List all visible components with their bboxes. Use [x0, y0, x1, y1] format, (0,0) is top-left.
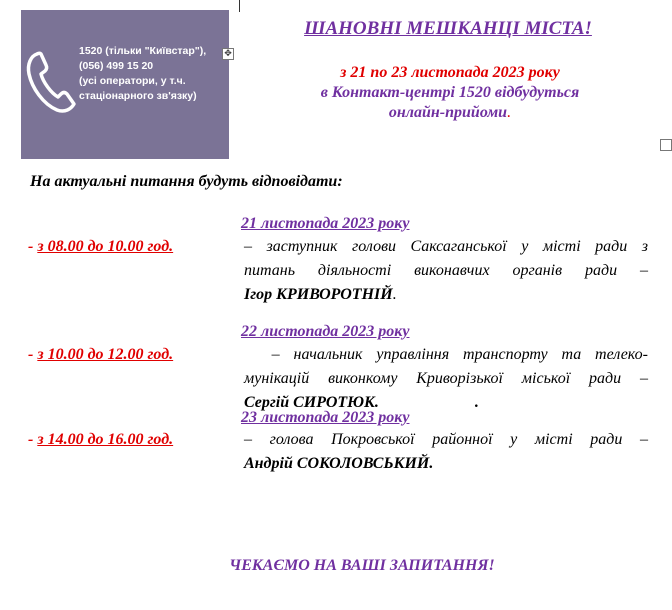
time-range: з 14.00 до 16.00 год. [37, 431, 174, 448]
schedule-time-2 [28, 346, 173, 364]
person-name: Ігор КРИВОРОТНІЙ [244, 286, 393, 303]
desc-line: мунікацій виконкому Криворізької міської ради – [244, 370, 648, 387]
resize-handle-icon[interactable] [660, 139, 672, 151]
schedule-desc-2 [244, 343, 648, 415]
time-prefix: - [28, 431, 38, 448]
announcement [250, 63, 650, 123]
schedule-date-3: 23 листопада 2023 року [241, 409, 410, 426]
time-prefix: - [28, 346, 38, 363]
schedule-time-3 [28, 431, 173, 449]
closing-text: ЧЕКАЄМО НА ВАШІ ЗАПИТАННЯ! [229, 557, 495, 574]
person-name: Сергій СИРОТЮК. [244, 394, 379, 411]
time-range: з 08.00 до 10.00 год. [37, 238, 174, 255]
schedule-date-2: 22 листопада 2023 року [241, 323, 410, 340]
contact-line-2: (056) 499 15 20 [79, 60, 154, 72]
announce-line-3: онлайн-прийоми [388, 104, 508, 121]
schedule-desc-1 [244, 235, 648, 307]
announce-line-1: з 21 по 23 листопада 2023 року [340, 64, 560, 81]
contact-line-3: (усі оператори, у т.ч. [79, 75, 186, 87]
person-name: Андрій СОКОЛОВСЬКИЙ. [244, 455, 434, 472]
contact-line-1: 1520 (тільки "Київстар"), [79, 45, 207, 57]
intro-text: На актуальні питання будуть відповідати: [30, 173, 343, 190]
schedule-desc-3 [244, 428, 648, 476]
contact-line-4: стаціонарного зв'язку) [79, 90, 197, 102]
schedule-date-1: 21 листопада 2023 року [241, 215, 410, 232]
schedule-time-1 [28, 238, 173, 256]
time-range: з 10.00 до 12.00 год. [37, 346, 174, 363]
contact-box [21, 10, 229, 159]
phone-handset-icon [21, 46, 81, 116]
desc-line: – голова Покровської районної у місті ради – [244, 431, 648, 448]
desc-line: – заступник голови Саксаганської у місті ради з [244, 238, 648, 255]
contact-text [79, 44, 229, 104]
person-end: . [392, 286, 397, 303]
announce-line-2: в Контакт-центрі 1520 відбудуться [320, 84, 580, 101]
announce-line-3-end: . [507, 104, 512, 121]
move-handle-icon[interactable]: ✥ [222, 48, 234, 60]
time-prefix: - [28, 238, 38, 255]
page-title: ШАНОВНІ МЕШКАНЦІ МІСТА! [304, 18, 592, 39]
person-end: . [474, 394, 479, 411]
desc-line: питань діяльності виконавчих органів ради – [244, 262, 648, 279]
text-cursor [239, 0, 240, 12]
desc-line: – начальник управління транспорту та телеко- [244, 346, 648, 363]
